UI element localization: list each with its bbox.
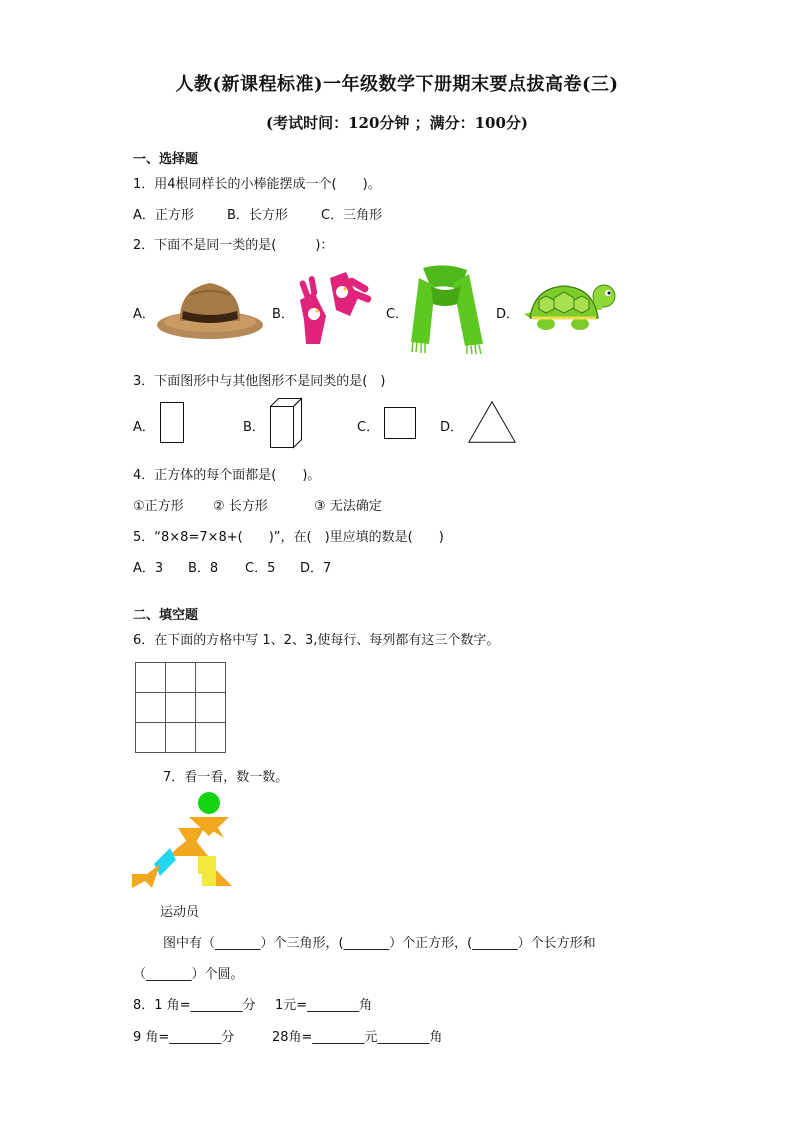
q5-option-c: C．5 [245, 561, 276, 576]
tangram-athlete-figure [132, 790, 232, 890]
scarf-image [405, 264, 487, 354]
q2-option-b: B． [272, 307, 294, 322]
section-heading-fill: 二、填空题 [133, 608, 199, 623]
q3-option-b: B． [243, 420, 265, 435]
section-heading-choice: 一、选择题 [133, 152, 199, 167]
question-8-part-2: 1元=________角 [275, 998, 373, 1013]
page-subtitle: (考试时间：120分钟 ；满分：100分) [265, 114, 529, 132]
q5-option-d: D．7 [300, 561, 332, 576]
question-6-text: 6．在下面的方格中写 1、2、3,使每行、每列都有这三个数字。 [133, 633, 500, 648]
q3-option-d: D． [440, 420, 464, 435]
question-9-part-1: 9 角=________分 [133, 1030, 235, 1045]
figure-caption: 运动员 [160, 905, 200, 920]
turtle-image [524, 282, 618, 334]
question-7-line-1: 图中有（_______）个三角形，(_______）个正方形，(_______）个长方形和 [163, 936, 596, 951]
q2-option-d: D． [496, 307, 520, 322]
q4-option-3: ③ 无法确定 [314, 499, 382, 514]
q1-option-a: A．正方形 [133, 208, 194, 223]
q3-option-c: C． [357, 420, 380, 435]
square-shape [384, 407, 417, 440]
question-3-text: 3．下面图形中与其他图形不是同类的是( ) [133, 374, 386, 389]
question-9-part-2: 28角=________元________角 [272, 1030, 443, 1045]
q5-option-b: B．8 [188, 561, 219, 576]
q3-option-a: A． [133, 420, 155, 435]
q2-option-c: C． [386, 307, 409, 322]
gloves-image [292, 270, 377, 346]
question-5-text: 5．“8×8=7×8+( )”，在( )里应填的数是( ) [133, 530, 444, 545]
q4-option-1: ①正方形 [133, 499, 184, 514]
question-8-part-1: 8．1 角=________分 [133, 998, 256, 1013]
page-title: 人教(新课程标准)一年级数学下册期末要点拔高卷(三) [175, 74, 619, 95]
q4-option-2: ② 长方形 [213, 499, 268, 514]
q1-option-b: B．长方形 [227, 208, 288, 223]
question-1-text: 1．用4根同样长的小棒能摆成一个( )。 [133, 177, 381, 192]
number-grid [135, 662, 227, 754]
question-4-text: 4．正方体的每个面都是( )。 [133, 468, 321, 483]
q1-option-c: C．三角形 [321, 208, 383, 223]
question-2-text: 2．下面不是同一类的是( )： [133, 238, 334, 253]
hat-image [155, 275, 265, 345]
cuboid-shape [270, 398, 302, 448]
rectangle-shape [160, 402, 185, 444]
q5-option-a: A．3 [133, 561, 164, 576]
triangle-shape [468, 401, 516, 443]
question-7-line-2: （_______）个圆。 [133, 967, 244, 982]
question-7-text: 7．看一看，数一数。 [163, 770, 289, 785]
q2-option-a: A． [133, 307, 155, 322]
